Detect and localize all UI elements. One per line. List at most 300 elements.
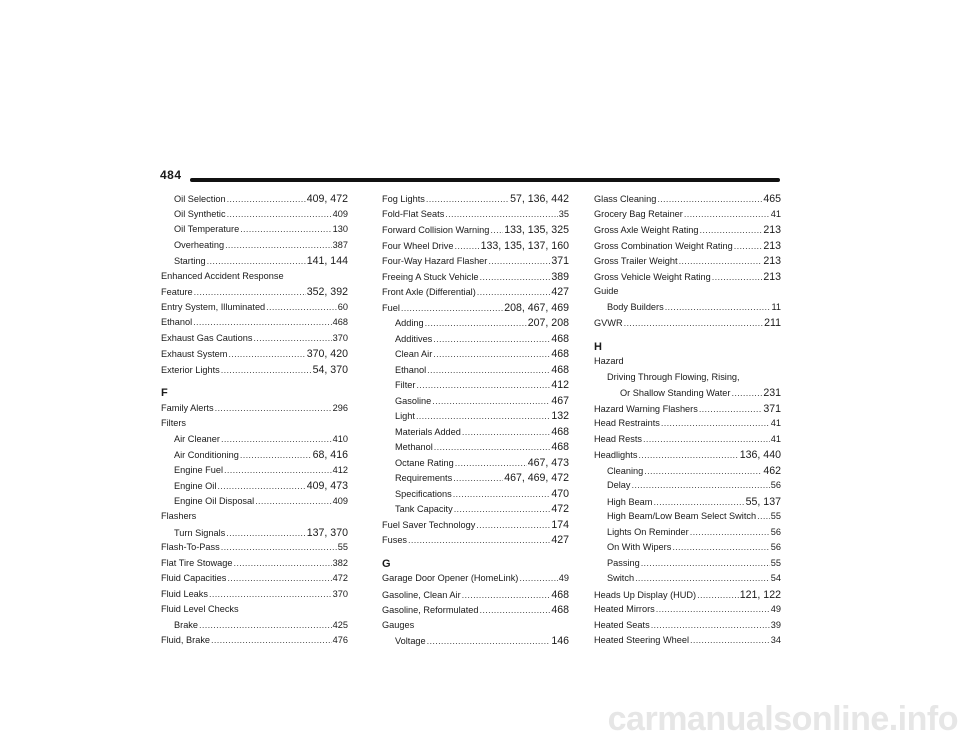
watermark: carmanualsonline.info	[607, 700, 958, 738]
index-entry-pages: 412	[332, 464, 348, 475]
index-entry-term: Entry System, Illuminated	[161, 301, 266, 312]
dot-leader	[453, 473, 503, 483]
dot-leader	[426, 194, 509, 204]
dot-leader	[227, 209, 332, 219]
index-entry	[382, 379, 569, 395]
index-entry	[161, 403, 348, 419]
dot-leader	[225, 240, 332, 250]
index-entry-pages: 141, 144	[306, 255, 348, 267]
index-entry-pages: 427	[551, 286, 569, 298]
index-entry-term: Heated Seats	[594, 619, 650, 630]
dot-leader	[672, 542, 769, 552]
dot-leader	[699, 404, 762, 414]
index-entry-term: Hazard Warning Flashers	[594, 403, 698, 414]
index-entry	[382, 193, 569, 209]
dot-leader	[221, 365, 312, 375]
index-heading: Enhanced Accident Response	[161, 270, 284, 281]
index-entry-pages: 468	[551, 441, 569, 453]
index-entry-pages: 470	[551, 487, 569, 500]
index-entry-term: Exhaust System	[161, 349, 228, 359]
index-entry	[161, 255, 348, 271]
index-entry-term: Passing	[607, 557, 640, 568]
index-entry-pages: 55	[770, 511, 781, 521]
index-entry-term: Gasoline	[395, 395, 432, 406]
index-heading: Filters	[161, 418, 187, 428]
dot-leader	[477, 287, 551, 297]
index-entry-term: Heads Up Display (HUD)	[594, 589, 697, 600]
index-entry-pages: 468	[551, 604, 569, 616]
index-entry-term: Air Conditioning	[174, 450, 239, 460]
index-entry-term: Lights On Reminder	[607, 526, 689, 537]
index-entry-term: Overheating	[174, 239, 225, 250]
index-entry-pages: 213	[763, 224, 781, 236]
index-entry-term: Forward Collision Warning	[382, 225, 490, 235]
index-entry	[594, 480, 781, 496]
index-entry	[161, 620, 348, 636]
index-entry-term: Fluid Capacities	[161, 573, 227, 583]
index-entry-term: Garage Door Opener (HomeLink)	[382, 573, 519, 583]
index-entry	[594, 193, 781, 209]
index-entry-pages: 409, 472	[306, 193, 348, 205]
index-entry	[161, 480, 348, 496]
index-entry	[382, 240, 569, 256]
index-entry	[161, 635, 348, 651]
dot-leader	[462, 590, 551, 600]
page-number: 484	[160, 168, 182, 182]
index-entry-term: Family Alerts	[161, 402, 214, 413]
index-entry-pages: 370	[332, 588, 348, 599]
dot-leader	[661, 418, 770, 428]
index-entry-term: Methanol	[395, 442, 433, 452]
index-entry-pages: 54, 370	[312, 363, 348, 376]
dot-leader	[480, 605, 551, 615]
index-entry-pages: 468	[551, 332, 569, 345]
dot-leader	[700, 225, 763, 235]
index-entry-term: Gross Combination Weight Rating	[594, 240, 733, 251]
index-entry-term: Freeing A Stuck Vehicle	[382, 271, 479, 282]
index-entry-term: Engine Oil Disposal	[174, 495, 255, 506]
index-entry	[161, 348, 348, 364]
index-entry-pages: 121, 122	[739, 588, 781, 601]
index-entry-pages: 409, 473	[306, 480, 348, 492]
index-entry-term: Fold-Flat Seats	[382, 208, 445, 219]
index-entry	[382, 426, 569, 442]
dot-leader	[454, 241, 479, 251]
index-entry-term: GVWR	[594, 318, 623, 328]
dot-leader	[684, 209, 770, 219]
dot-leader	[228, 349, 305, 359]
index-entry	[382, 333, 569, 349]
index-entry-term: Fluid, Brake	[161, 635, 211, 645]
index-entry-pages: 387	[332, 239, 348, 250]
index-entry	[382, 224, 569, 240]
index-entry	[382, 472, 569, 488]
index-entry-pages: 130	[332, 224, 348, 234]
index-entry	[161, 496, 348, 512]
index-entry	[161, 286, 348, 302]
dot-leader	[227, 573, 331, 583]
index-entry-pages: 231	[763, 387, 781, 399]
dot-leader	[632, 480, 770, 490]
index-entry-pages: 137, 370	[306, 526, 348, 539]
index-entry	[594, 573, 781, 589]
dot-leader	[651, 620, 770, 630]
index-entry	[161, 573, 348, 589]
index-entry-term: Head Restraints	[594, 418, 660, 428]
dot-leader	[638, 450, 738, 460]
index-entry	[161, 527, 348, 543]
index-entry	[382, 255, 569, 271]
dot-leader	[211, 635, 332, 645]
index-entry	[594, 465, 781, 481]
index-entry-term: Gasoline, Reformulated	[382, 605, 479, 615]
index-entry	[161, 240, 348, 256]
index-entry-pages: 468	[551, 363, 569, 376]
dot-leader	[488, 256, 550, 266]
index-entry-pages: 207, 208	[527, 317, 569, 329]
dot-leader	[194, 287, 306, 297]
index-entry-term: Flash-To-Pass	[161, 542, 220, 552]
index-entry-pages: 41	[770, 208, 781, 219]
index-entry	[382, 488, 569, 504]
index-entry-term: Front Axle (Differential)	[382, 287, 476, 297]
index-entry	[594, 604, 781, 620]
index-entry	[382, 271, 569, 287]
dot-leader	[454, 504, 551, 514]
index-entry-term: Ethanol	[395, 364, 427, 375]
index-entry	[594, 317, 781, 333]
index-entry	[382, 286, 569, 302]
index-entry-pages: 55	[770, 557, 781, 568]
index-entry	[161, 209, 348, 225]
index-entry-term: Fuses	[382, 535, 408, 545]
index-entry-pages: 468	[551, 425, 569, 438]
dot-leader	[665, 302, 771, 312]
dot-leader	[253, 333, 331, 343]
index-entry-pages: 213	[763, 270, 781, 283]
dot-leader	[635, 573, 770, 583]
index-entry	[594, 496, 781, 512]
index-entry	[161, 193, 348, 209]
index-entry-pages: 462	[763, 464, 781, 477]
index-entry-term: Heated Steering Wheel	[594, 635, 689, 645]
index-entry	[594, 403, 781, 419]
index-heading: Fluid Level Checks	[161, 604, 239, 614]
index-entry	[382, 573, 569, 589]
dot-leader	[227, 194, 306, 204]
index-entry-term: Air Cleaner	[174, 433, 220, 444]
index-entry-pages: 370, 420	[306, 348, 348, 360]
index-entry-pages: 213	[763, 239, 781, 252]
index-entry-term: Materials Added	[395, 426, 461, 437]
index-entry-pages: 467, 473	[527, 456, 569, 469]
index-entry-term: Head Rests	[594, 433, 643, 444]
index-entry-term: Additives	[395, 333, 433, 344]
index-entry	[594, 209, 781, 225]
index-entry	[594, 271, 781, 287]
dot-leader	[690, 635, 770, 645]
index-entry-pages: 211	[764, 317, 781, 329]
index-entry	[594, 302, 781, 318]
index-entry-term: Oil Selection	[174, 194, 226, 204]
index-entry-pages: 213	[763, 255, 781, 267]
index-entry-term: Starting	[174, 256, 206, 266]
dot-leader	[679, 256, 763, 266]
dot-leader	[408, 535, 550, 545]
dot-leader	[734, 241, 763, 251]
index-entry	[594, 558, 781, 574]
index-entry-pages: 54	[770, 573, 781, 583]
index-entry-pages: 465	[763, 193, 781, 205]
index-entry-term: Specifications	[395, 488, 452, 499]
dot-leader	[480, 272, 551, 282]
index-heading: Driving Through Flowing, Rising,	[607, 371, 740, 382]
index-entry	[161, 317, 348, 333]
index-entry-term: Fluid Leaks	[161, 588, 208, 599]
index-entry-pages: 472	[332, 573, 348, 583]
index-column-3	[594, 193, 781, 651]
index-entry	[161, 449, 348, 465]
index-entry-pages: 34	[770, 635, 781, 645]
index-entry	[594, 589, 781, 605]
index-heading: Hazard	[594, 356, 624, 366]
index-entry-term: Tank Capacity	[395, 504, 453, 514]
index-entry	[382, 503, 569, 519]
index-entry-term: Exterior Lights	[161, 364, 220, 375]
dot-leader	[224, 465, 332, 475]
index-entry-term: Gross Axle Weight Rating	[594, 225, 699, 235]
dot-leader	[462, 427, 550, 437]
index-entry	[382, 457, 569, 473]
index-entry-term: Brake	[174, 619, 199, 630]
index-entry-pages: 133, 135, 137, 160	[480, 239, 569, 252]
index-entry-pages: 11	[771, 301, 781, 312]
dot-leader	[433, 349, 550, 359]
dot-leader	[455, 458, 527, 468]
index-entry-pages: 39	[770, 619, 781, 630]
index-entry-pages: 370	[332, 332, 348, 343]
index-entry-term: Adding	[395, 318, 424, 328]
index-entry	[161, 589, 348, 605]
index-entry-term: Headlights	[594, 450, 638, 460]
index-entry-pages: 296	[332, 402, 348, 413]
index-entry	[382, 534, 569, 550]
index-entry-pages: 410	[332, 433, 348, 444]
index-entry-term: Gross Trailer Weight	[594, 256, 678, 266]
index-entry-term: Four-Way Hazard Flasher	[382, 256, 488, 266]
dot-leader	[425, 318, 527, 328]
dot-leader	[453, 489, 551, 499]
index-entry-term: Engine Fuel	[174, 464, 224, 475]
index-entry	[382, 635, 569, 651]
dot-leader	[416, 411, 550, 421]
index-entry-pages: 56	[770, 526, 781, 537]
dot-leader	[207, 256, 306, 266]
index-entry-pages: 49	[558, 573, 569, 583]
dot-leader	[731, 388, 762, 398]
dot-leader	[427, 636, 551, 646]
index-entry-pages: 409	[332, 495, 348, 506]
index-entry-pages: 55	[337, 542, 348, 552]
dot-leader	[226, 528, 306, 538]
index-heading: Flashers	[161, 511, 197, 521]
dot-leader	[215, 403, 332, 413]
dot-leader	[427, 365, 550, 375]
index-entry	[594, 511, 781, 527]
dot-leader	[266, 302, 337, 312]
index-entry	[594, 224, 781, 240]
index-entry-pages: 41	[770, 418, 781, 428]
index-entry-term: Fog Lights	[382, 194, 425, 204]
dot-leader	[641, 558, 770, 568]
index-entry-pages: 427	[551, 534, 569, 546]
index-entry	[161, 434, 348, 450]
dot-leader	[697, 590, 739, 600]
index-entry-pages: 55, 137	[745, 495, 781, 508]
index-entry-term: Gross Vehicle Weight Rating	[594, 271, 711, 282]
index-entry-term: Octane Rating	[395, 457, 454, 468]
index-entry	[161, 542, 348, 558]
index-entry-pages: 389	[551, 270, 569, 283]
index-entry-pages: 35	[558, 208, 569, 219]
index-entry	[594, 542, 781, 558]
index-entry-pages: 132	[551, 410, 569, 422]
index-entry-pages: 371	[551, 255, 569, 267]
index-entry	[161, 364, 348, 380]
index-entry-term: Engine Oil	[174, 481, 217, 491]
index-entry	[161, 224, 348, 240]
index-entry-term: Flat Tire Stowage	[161, 557, 233, 568]
dot-leader	[209, 589, 332, 599]
index-entry-term: Gasoline, Clean Air	[382, 589, 461, 600]
index-entry	[594, 240, 781, 256]
index-heading: Guide	[594, 286, 619, 296]
dot-leader	[690, 527, 770, 537]
dot-leader	[657, 194, 762, 204]
index-section-letter: F	[161, 387, 168, 399]
index-entry-pages: 468	[551, 348, 569, 360]
index-entry-pages: 467, 469, 472	[504, 472, 569, 484]
index-entry-term: Fuel	[382, 302, 400, 313]
dot-leader	[234, 558, 332, 568]
index-entry-term: Switch	[607, 573, 635, 583]
index-entry-pages: 136, 440	[739, 449, 781, 461]
index-entry-pages: 467	[551, 394, 569, 407]
index-entry-term: High Beam	[607, 496, 653, 507]
dot-leader	[416, 380, 550, 390]
index-entry-pages: 133, 135, 325	[504, 224, 569, 236]
index-entry-term: Or Shallow Standing Water	[620, 388, 731, 398]
dot-leader	[434, 442, 551, 452]
dot-leader	[240, 450, 312, 460]
index-entry-pages: 425	[332, 619, 348, 630]
index-heading: Gauges	[382, 619, 415, 630]
index-entry-term: Clean Air	[395, 349, 433, 359]
dot-leader	[653, 497, 744, 507]
dot-leader	[490, 225, 503, 235]
index-entry	[594, 635, 781, 651]
index-entry-term: Oil Synthetic	[174, 208, 226, 219]
dot-leader	[757, 511, 770, 521]
index-entry-term: Delay	[607, 480, 631, 490]
index-entry	[594, 527, 781, 543]
dot-leader	[624, 318, 764, 328]
index-entry-pages: 56	[770, 480, 781, 490]
index-entry	[594, 449, 781, 465]
index-entry-term: Ethanol	[161, 317, 193, 327]
index-entry-term: Feature	[161, 287, 193, 297]
dot-leader	[433, 334, 550, 344]
index-entry	[161, 333, 348, 349]
index-entry	[594, 434, 781, 450]
index-entry	[382, 410, 569, 426]
index-entry	[382, 302, 569, 318]
index-entry-term: Grocery Bag Retainer	[594, 208, 683, 219]
dot-leader	[217, 481, 305, 491]
index-entry-pages: 371	[763, 402, 781, 415]
dot-leader	[221, 434, 332, 444]
index-entry-pages: 68, 416	[312, 449, 348, 461]
dot-leader	[240, 224, 331, 234]
index-entry	[382, 519, 569, 535]
index-entry	[382, 364, 569, 380]
index-entry-term: Body Builders	[607, 301, 664, 312]
index-entry-term: Voltage	[395, 636, 426, 646]
index-entry-term: Cleaning	[607, 465, 644, 476]
dot-leader	[255, 496, 331, 506]
index-entry	[382, 395, 569, 411]
dot-leader	[643, 434, 770, 444]
dot-leader	[476, 520, 550, 530]
index-entry-term: Glass Cleaning	[594, 194, 657, 204]
index-entry-pages: 468	[551, 588, 569, 601]
dot-leader	[199, 620, 332, 630]
index-entry-term: Requirements	[395, 473, 453, 483]
index-entry-pages: 41	[770, 433, 781, 444]
index-entry-pages: 409	[332, 208, 348, 219]
index-entry-term: On With Wipers	[607, 542, 672, 552]
index-entry-term: Exhaust Gas Cautions	[161, 332, 253, 343]
index-section-letter: G	[382, 557, 391, 570]
index-entry-term: Oil Temperature	[174, 224, 240, 234]
index-entry	[594, 387, 781, 403]
index-entry-term: Light	[395, 411, 415, 421]
dot-leader	[221, 542, 337, 552]
index-entry-pages: 56	[770, 542, 781, 552]
index-entry-pages: 208, 467, 469	[504, 301, 569, 314]
index-entry-pages: 468	[332, 317, 348, 327]
index-entry-pages: 146	[551, 635, 569, 647]
index-entry	[161, 558, 348, 574]
index-entry-pages: 352, 392	[306, 286, 348, 298]
index-entry-term: Heated Mirrors	[594, 604, 655, 614]
dot-leader	[432, 396, 550, 406]
index-entry	[382, 209, 569, 225]
header-rule	[190, 178, 780, 182]
dot-leader	[193, 317, 331, 327]
dot-leader	[712, 272, 763, 282]
index-entry	[161, 302, 348, 318]
index-entry	[594, 255, 781, 271]
index-entry-pages: 49	[770, 604, 781, 614]
index-column-2	[382, 193, 569, 651]
dot-leader	[401, 303, 503, 313]
index-entry	[382, 604, 569, 620]
index-column-1	[161, 193, 348, 651]
index-entry	[161, 465, 348, 481]
index-entry-pages: 174	[551, 518, 569, 531]
dot-leader	[656, 604, 770, 614]
